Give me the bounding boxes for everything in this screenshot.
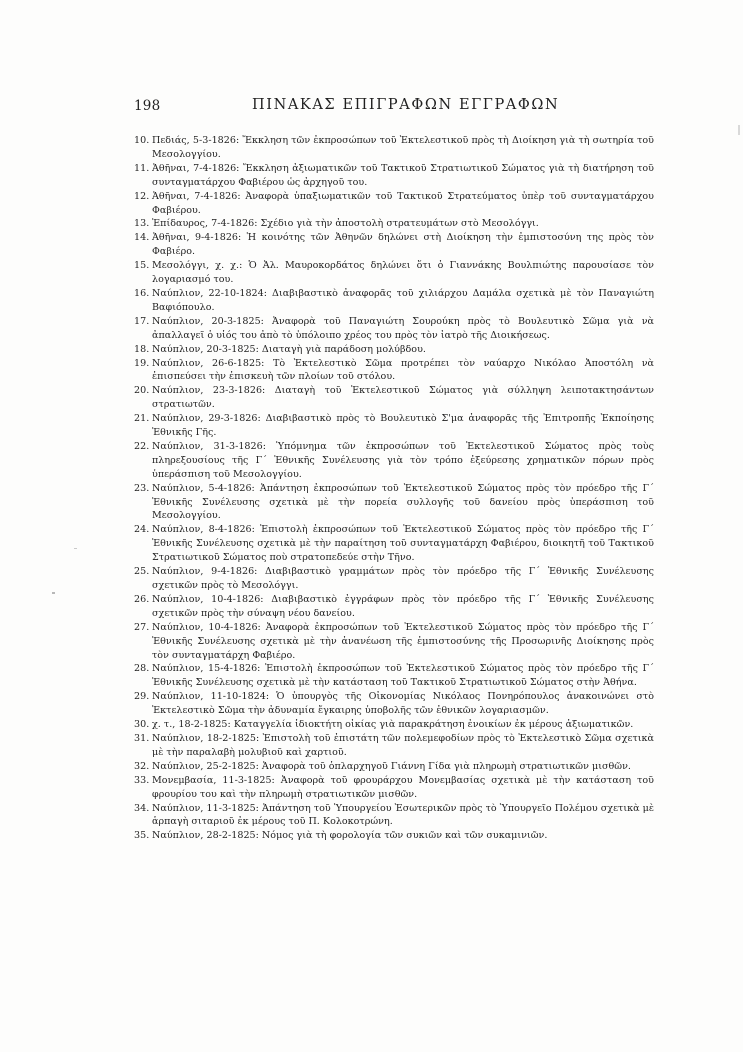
list-item <box>134 190 654 218</box>
list-item <box>134 231 654 259</box>
entry-text: Ἀθῆναι, 9-4-1826: Ἡ κοινότης τῶν Ἀθηνῶν δηλώνει στὴ Διοίκηση τὴν ἐμπιστοσύνη της πρὸς τὸν Φαβιέρο. <box>152 232 654 258</box>
entry-number: 25. <box>134 566 150 578</box>
list-item <box>134 829 654 843</box>
entry-number: 15. <box>134 260 150 272</box>
list-item <box>134 593 654 621</box>
list-item <box>134 621 654 663</box>
entry-text: Ναύπλιον, 5-4-1826: Ἀπάντηση ἐκπροσώπων τοῦ Ἐκτελεστικοῦ Σώματος πρὸς τὸν πρόεδρο τῆς Γ´ Ἐθνικῆς Συνέλευσης σχετικὰ μὲ τὴν πορεία συλλογῆς τοῦ δανείου πρὸς ὑπεράσπιση τοῦ Μεσολογγίου. <box>152 482 654 522</box>
list-item <box>134 259 654 287</box>
entry-number: 27. <box>134 621 150 633</box>
list-item <box>134 662 654 690</box>
entry-text: Ναύπλιον, 10-4-1826: Ἀναφορὰ ἐκπροσώπων τοῦ Ἐκτελεστικοῦ Σώματος πρὸς τὸν πρόεδρο τῆς Γ´ Ἐθνικῆς Συνέλευσης σχετικὰ μὲ τὴν ἀνανέωση τῆς ἐμπιστοσύνης τῆς Προσωρινῆς Διοίκησης πρὸς τὸν συνταγματάρχη Φαβιέρο. <box>152 621 654 661</box>
entry-text: Ἀθῆναι, 7-4-1826: Ἔκκληση ἀξιωματικῶν τοῦ Τακτικοῦ Στρατιωτικοῦ Σώματος γιὰ τὴ διατήρηση τοῦ συνταγματάρχου Φαβιέρου ὡς ἀρχηγοῦ του. <box>152 162 654 188</box>
entry-text: Ναύπλιον, 31-3-1826: Ὑπόμνημα τῶν ἐκπροσώπων τοῦ Ἐκτελεστικοῦ Σώματος πρὸς τοὺς πληρεξουσίους τῆς Γ´ Ἐθνικῆς Συνέλευσης γιὰ τὸν τρόπο ἐξεύρεσης χρηματικῶν πόρων πρὸς ὑπεράσπιση τοῦ Μεσολογγίου. <box>152 440 654 480</box>
entry-number: 16. <box>134 287 150 299</box>
entry-number: 10. <box>134 135 150 146</box>
entry-number: 13. <box>134 218 150 230</box>
scan-artifact <box>74 548 77 549</box>
entry-text: Ναύπλιον, 25-2-1825: Ἀναφορὰ τοῦ ὁπλαρχηγοῦ Γιάννη Γίδα γιὰ πληρωμὴ στρατιωτικῶν μισθῶν. <box>152 760 631 772</box>
list-item <box>134 482 654 524</box>
page-header <box>134 98 658 120</box>
list-item <box>134 134 654 162</box>
entry-number: 24. <box>134 524 150 536</box>
list-item <box>134 287 654 315</box>
list-item <box>134 217 654 231</box>
scan-artifact <box>52 592 55 594</box>
list-item <box>134 162 654 190</box>
entry-text: Πεδιάς, 5-3-1826: Ἔκκληση τῶν ἐκπροσώπων τοῦ Ἐκτελεστικοῦ πρὸς τὴ Διοίκηση γιὰ τὴ σωτηρία τοῦ Μεσολογγίου. <box>152 135 654 160</box>
list-item <box>134 690 654 718</box>
page-number: 198 <box>134 98 161 114</box>
entry-text: Ἀθῆναι, 7-4-1826: Ἀναφορὰ ὑπαξιωματικῶν τοῦ Τακτικοῦ Στρατεύματος ὑπὲρ τοῦ συνταγματάρχου Φαβιέρου. <box>152 190 654 216</box>
entry-number: 22. <box>134 440 150 452</box>
entry-text: Ναύπλιον, 15-4-1826: Ἐπιστολὴ ἐκπροσώπων τοῦ Ἐκτελεστικοῦ Σώματος πρὸς τὸν πρόεδρο τῆς Γ´ Ἐθνικῆς Συνέλευσης σχετικὰ μὲ τὴν κατάσταση τοῦ Τακτικοῦ Στρατιωτικοῦ Σώματος στὴν Ἀθήνα. <box>152 663 654 689</box>
entry-text: Μεσολόγγι, χ. χ.: Ὁ Ἀλ. Μαυροκορδάτος δηλώνει ὅτι ὁ Γιαννάκης Βουλπιώτης παρουσίασε τὸν λογαριασμό του. <box>152 260 654 286</box>
list-item <box>134 384 654 412</box>
entry-text: Ναύπλιον, 11-3-1825: Ἀπάντηση τοῦ Ὑπουργείου Ἐσωτερικῶν πρὸς τὸ Ὑπουργεῖο Πολέμου σχετικὰ μὲ ἁρπαγὴ σιταριοῦ ἐκ μέρους τοῦ Π. Κολοκοτρώνη. <box>152 802 654 828</box>
entry-number: 26. <box>134 593 150 605</box>
entry-number: 30. <box>134 719 150 731</box>
entry-text: Ναύπλιον, 10-4-1826: Διαβιβαστικὸ ἐγγράφων πρὸς τὸν πρόεδρο τῆς Γ´ Ἐθνικῆς Συνέλευσης σχετικῶν πρὸς τὴν σύναψη νέου δανείου. <box>152 593 654 619</box>
list-item <box>134 523 654 565</box>
entry-text: Ναύπλιον, 28-2-1825: Νόμος γιὰ τὴ φορολογία τῶν συκιῶν καὶ τῶν συκαμινιῶν. <box>152 830 548 842</box>
list-item <box>134 760 654 774</box>
list-item <box>134 718 654 732</box>
entry-text: Ναύπλιον, 29-3-1826: Διαβιβαστικὸ πρὸς τὸ Βουλευτικὸ Σ'μα ἀναφορᾶς τῆς Ἐπιτροπῆς Ἐκποίησης Ἐθνικῆς Γῆς. <box>152 413 654 439</box>
entry-number: 11. <box>134 162 150 174</box>
entry-number: 31. <box>134 732 150 744</box>
scan-artifact <box>738 125 740 135</box>
entry-number: 18. <box>134 343 150 355</box>
entry-number: 20. <box>134 385 150 397</box>
entry-number: 33. <box>134 774 150 786</box>
document-index-list <box>134 134 654 843</box>
entry-text: Ἐπίδαυρος, 7-4-1826: Σχέδιο γιὰ τὴν ἀποστολὴ στρατευμάτων στὸ Μεσολόγγι. <box>152 218 539 230</box>
list-item <box>134 440 654 482</box>
entry-number: 29. <box>134 691 150 703</box>
entry-number: 32. <box>134 760 150 772</box>
entry-text: Μονεμβασία, 11-3-1825: Ἀναφορὰ τοῦ φρουράρχου Μονεμβασίας σχετικὰ μὲ τὴν κατάσταση τοῦ φρουρίου του καὶ τὴν πληρωμὴ στρατιωτικῶν μισθῶν. <box>152 774 654 800</box>
entry-number: 17. <box>134 315 150 327</box>
entry-number: 23. <box>134 482 150 494</box>
list-item <box>134 565 654 593</box>
list-item <box>134 343 654 357</box>
entry-text: Ναύπλιον, 9-4-1826: Διαβιβαστικὸ γραμμάτων πρὸς τὸν πρόεδρο τῆς Γ´ Ἐθνικῆς Συνέλευσης σχετικῶν πρὸς τὸ Μεσολόγγι. <box>152 566 654 591</box>
running-title: ΠΙΝΑΚΑΣ ΕΠΙΓΡΑΦΩΝ ΕΓΓΡΑΦΩΝ <box>252 97 560 113</box>
entry-text: Ναύπλιον, 26-6-1825: Τὸ Ἐκτελεστικὸ Σῶμα προτρέπει τὸν ναύαρχο Νικόλαο Ἀποστόλη νὰ ἐπισπεύσει τὴν ἐπισκευὴ τῶν πλοίων τοῦ στόλου. <box>152 357 654 383</box>
entry-number: 28. <box>134 663 150 675</box>
entry-text: Ναύπλιον, 18-2-1825: Ἐπιστολὴ τοῦ ἐπιστάτη τῶν πολεμεφοδίων πρὸς τὸ Ἐκτελεστικὸ Σῶμα σχετικὰ μὲ τὴν παραλαβὴ μολυβιοῦ καὶ χαρτιοῦ. <box>152 732 654 758</box>
entry-text: Ναύπλιον, 11-10-1824: Ὁ ὑπουργὸς τῆς Οἰκονομίας Νικόλαος Πονηρόπουλος ἀνακοινώνει στὸ Ἐκτελεστικὸ Σῶμα τὴν ἀδυναμία ἔγκαιρης ὑποβολῆς τῶν ἐθνικῶν λογαριασμῶν. <box>152 691 654 717</box>
entry-text: Ναύπλιον, 22-10-1824: Διαβιβαστικὸ ἀναφορᾶς τοῦ χιλιάρχου Δαμάλα σχετικὰ μὲ τὸν Παναγιώτη Βαφιόπουλο. <box>152 287 654 313</box>
list-item <box>134 732 654 760</box>
entry-number: 21. <box>134 413 150 425</box>
list-item <box>134 802 654 830</box>
list-item <box>134 774 654 802</box>
entry-text: χ. τ., 18-2-1825: Καταγγελία ἰδιοκτήτη οἰκίας γιὰ παρακράτηση ἐνοικίων ἐκ μέρους ἀξιωματικῶν. <box>152 719 634 731</box>
entry-text: Ναύπλιον, 20-3-1825: Διαταγὴ γιὰ παράδοση μολύβδου. <box>152 343 426 355</box>
list-item <box>134 412 654 440</box>
entry-text: Ναύπλιον, 20-3-1825: Ἀναφορὰ τοῦ Παναγιώτη Σουρούκη πρὸς τὸ Βουλευτικὸ Σῶμα γιὰ νὰ ἀπαλλαγεῖ ὁ υἱός του ἀπὸ τὸ ὑπόλοιπο χρέος του πρὸς τὸν ἰατρὸ τῆς Διοικήσεως. <box>152 315 654 341</box>
entry-number: 19. <box>134 357 150 369</box>
list-item <box>134 315 654 343</box>
entry-text: Ναύπλιον, 23-3-1826: Διαταγὴ τοῦ Ἐκτελεστικοῦ Σώματος γιὰ σύλληψη λειποτακτησάντων στρατιωτῶν. <box>152 385 654 411</box>
entry-number: 12. <box>134 190 150 202</box>
entry-number: 34. <box>134 802 150 814</box>
list-item <box>134 357 654 385</box>
entry-text: Ναύπλιον, 8-4-1826: Ἐπιστολὴ ἐκπροσώπων τοῦ Ἐκτελεστικοῦ Σώματος πρὸς τὸν πρόεδρο τῆς Γ´ Ἐθνικῆς Συνέλευσης σχετικὰ μὲ τὴν παραίτηση τοῦ συνταγματάρχη Φαβιέρου, διοικητῆ τοῦ Τακτικοῦ Στρατιωτικοῦ Σώματος ποὺ στρατοπεδεύε στὴν Τῆνο. <box>152 524 654 564</box>
entry-number: 35. <box>134 830 150 842</box>
entry-number: 14. <box>134 232 150 244</box>
